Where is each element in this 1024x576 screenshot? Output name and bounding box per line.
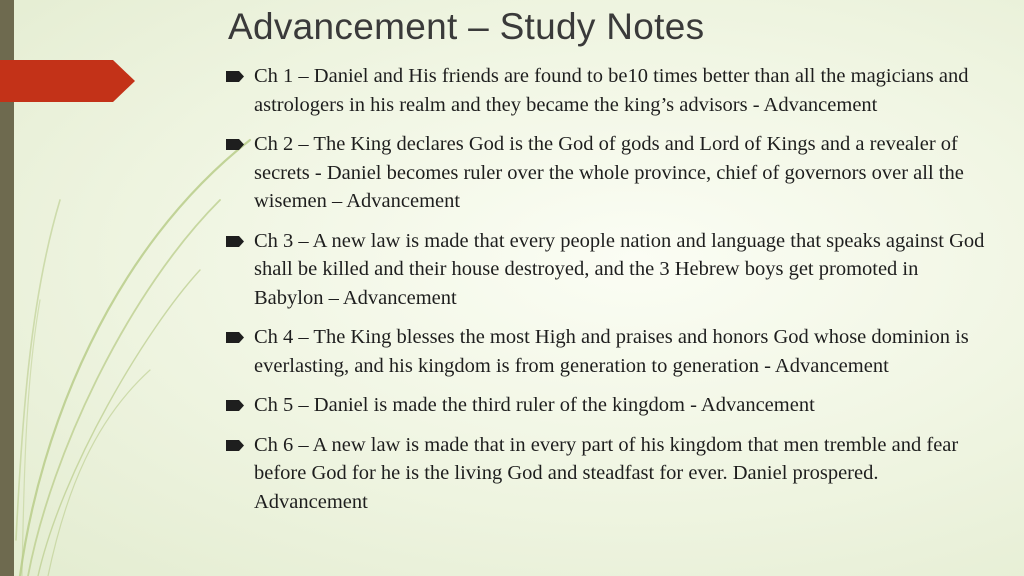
- bullet-item-ch1: [226, 62, 986, 119]
- bullet-item-ch3: [226, 227, 986, 313]
- bullet-item-ch6: [226, 431, 986, 517]
- bullet-text: Ch 3 – A new law is made that every people nation and language that speaks against God shall be killed and their house destroyed, and the 3 Hebrew boys get promoted in Babylon – Advancement: [254, 229, 985, 309]
- bullet-item-ch2: [226, 130, 986, 216]
- red-arrow-tab: [0, 60, 135, 102]
- chevron-bullet-icon: [226, 236, 244, 247]
- chevron-bullet-icon: [226, 71, 244, 82]
- bullet-text: Ch 6 – A new law is made that in every part of his kingdom that men tremble and fear before God for he is the living God and steadfast for ever. Daniel prospered. Advancement: [254, 433, 959, 513]
- bullet-text: Ch 1 – Daniel and His friends are found to be10 times better than all the magicians and astrologers in his realm and they became the king’s advisors - Advancement: [254, 65, 969, 116]
- bullet-list: [226, 62, 986, 527]
- bullet-text: Ch 2 – The King declares God is the God of gods and Lord of Kings and a revealer of secrets - Daniel becomes ruler over the whole province, chief of governors over all the wisemen – Advancement: [254, 133, 964, 212]
- bullet-text: Ch 5 – Daniel is made the third ruler of the kingdom - Advancement: [254, 394, 815, 416]
- bullet-item-ch5: [226, 391, 986, 420]
- chevron-bullet-icon: [226, 332, 244, 343]
- chevron-bullet-icon: [226, 139, 244, 150]
- bullet-item-ch4: [226, 323, 986, 380]
- bullet-text: Ch 4 – The King blesses the most High and praises and honors God whose dominion is everlasting, and his kingdom is from generation to generation - Advancement: [254, 326, 969, 377]
- slide-title: Advancement – Study Notes: [228, 6, 705, 47]
- chevron-bullet-icon: [226, 440, 244, 451]
- chevron-bullet-icon: [226, 400, 244, 411]
